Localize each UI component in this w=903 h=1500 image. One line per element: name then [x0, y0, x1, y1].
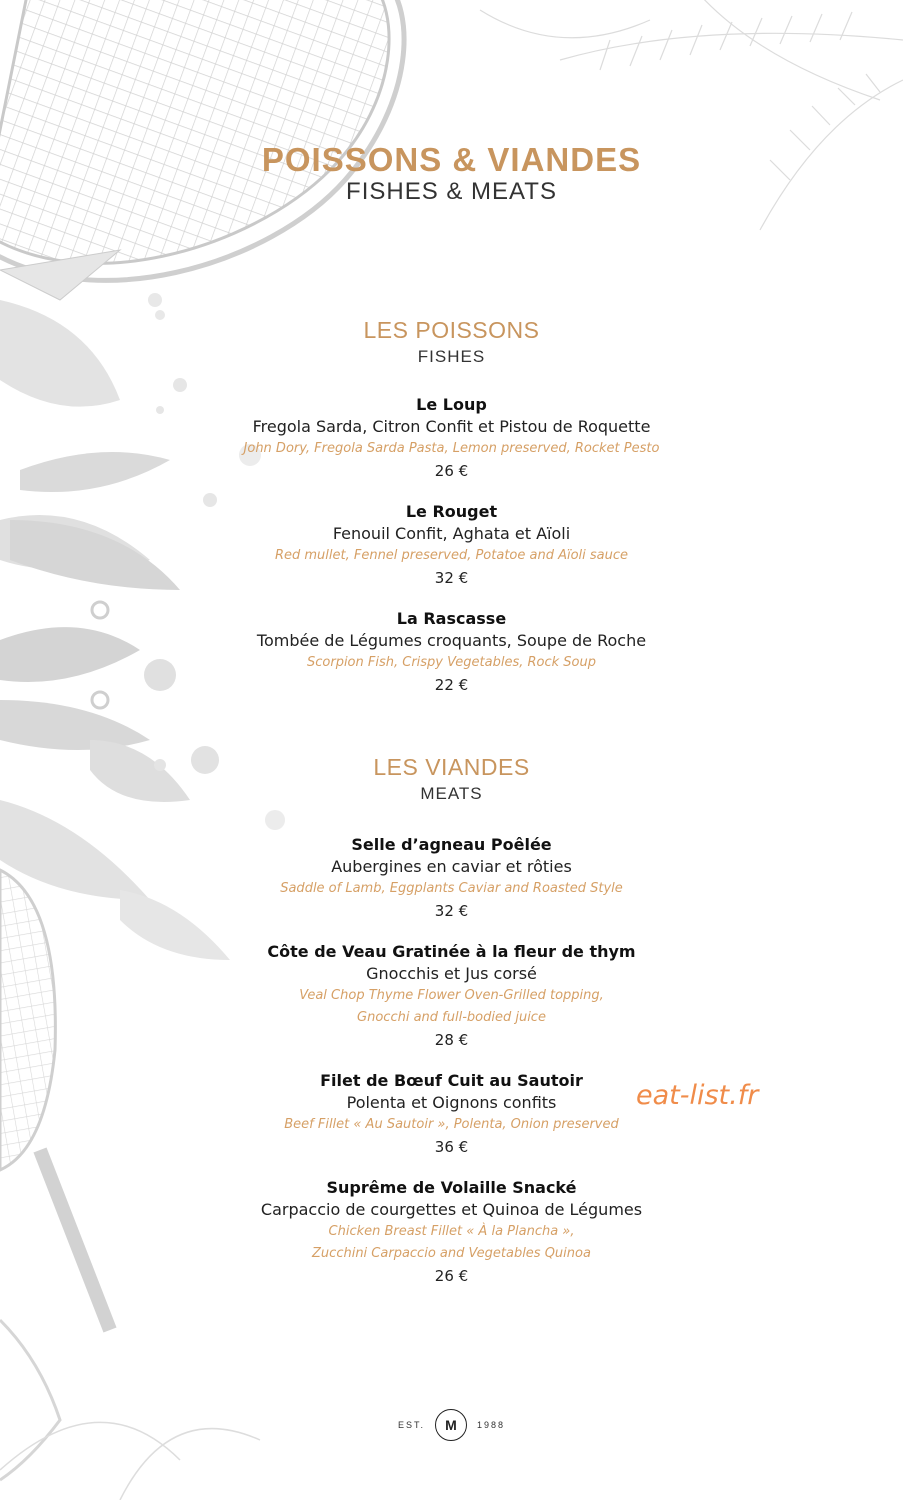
section-meats — [0, 752, 903, 1306]
footer-est-label: EST. — [397, 1420, 425, 1430]
footer-year: 1988 — [476, 1420, 506, 1430]
page-subtitle: FISHES & MEATS — [346, 178, 557, 205]
dish-english: Scorpion Fish, Crispy Vegetables, Rock Soup — [307, 655, 596, 670]
menu-item-cote-de-veau — [0, 941, 903, 1051]
dish-description: Fregola Sarda, Citron Confit et Pistou de Roquette — [252, 417, 651, 436]
footer-established — [0, 1410, 903, 1440]
dish-english: Beef Fillet « Au Sautoir », Polenta, Onion preserved — [284, 1117, 619, 1132]
dish-price: 36 € — [434, 1138, 469, 1156]
dish-name: La Rascasse — [396, 609, 507, 628]
menu-item-le-rouget — [0, 501, 903, 589]
brand-logo-icon: M — [435, 1409, 467, 1441]
dish-price: 28 € — [434, 1031, 469, 1049]
dish-description: Aubergines en caviar et rôties — [331, 857, 572, 876]
dish-name: Selle d’agneau Poêlée — [351, 835, 552, 854]
section-title: LES POISSONS — [363, 317, 540, 343]
dish-price: 32 € — [434, 569, 469, 587]
dish-name: Suprême de Volaille Snacké — [326, 1178, 577, 1197]
watermark: eat-list.fr — [636, 1080, 759, 1111]
dish-english: John Dory, Fregola Sarda Pasta, Lemon preserved, Rocket Pesto — [243, 441, 660, 456]
menu-item-la-rascasse — [0, 608, 903, 696]
dish-english: Red mullet, Fennel preserved, Potatoe and Aïoli sauce — [274, 548, 629, 563]
dish-name: Filet de Bœuf Cuit au Sautoir — [320, 1071, 583, 1090]
page-title: POISSONS & VIANDES — [261, 141, 642, 178]
section-fishes — [0, 315, 903, 715]
dish-price: 26 € — [434, 462, 469, 480]
dish-price: 26 € — [434, 1267, 469, 1285]
section-subtitle: FISHES — [417, 347, 486, 366]
dish-name: Côte de Veau Gratinée à la fleur de thym — [267, 942, 636, 961]
dish-description: Gnocchis et Jus corsé — [366, 964, 537, 983]
menu-item-le-loup — [0, 394, 903, 482]
dish-english: Chicken Breast Fillet « À la Plancha », — [328, 1224, 575, 1239]
dish-description: Tombée de Légumes croquants, Soupe de Roche — [256, 631, 647, 650]
section-subtitle: MEATS — [420, 784, 483, 803]
dish-english: Gnocchi and full-bodied juice — [357, 1010, 546, 1025]
dish-name: Le Rouget — [405, 502, 498, 521]
menu-item-supreme-volaille — [0, 1177, 903, 1287]
section-title: LES VIANDES — [373, 754, 530, 780]
dish-price: 22 € — [434, 676, 469, 694]
dish-description: Polenta et Oignons confits — [346, 1093, 557, 1112]
dish-english: Veal Chop Thyme Flower Oven-Grilled topping, — [299, 988, 604, 1003]
menu-item-filet-de-boeuf — [0, 1070, 903, 1158]
menu-item-selle-agneau — [0, 834, 903, 922]
dish-english: Zucchini Carpaccio and Vegetables Quinoa — [312, 1246, 591, 1261]
dish-description: Fenouil Confit, Aghata et Aïoli — [332, 524, 571, 543]
dish-description: Carpaccio de courgettes et Quinoa de Légumes — [260, 1200, 643, 1219]
dish-price: 32 € — [434, 902, 469, 920]
dish-name: Le Loup — [416, 395, 487, 414]
dish-english: Saddle of Lamb, Eggplants Caviar and Roasted Style — [280, 881, 623, 896]
